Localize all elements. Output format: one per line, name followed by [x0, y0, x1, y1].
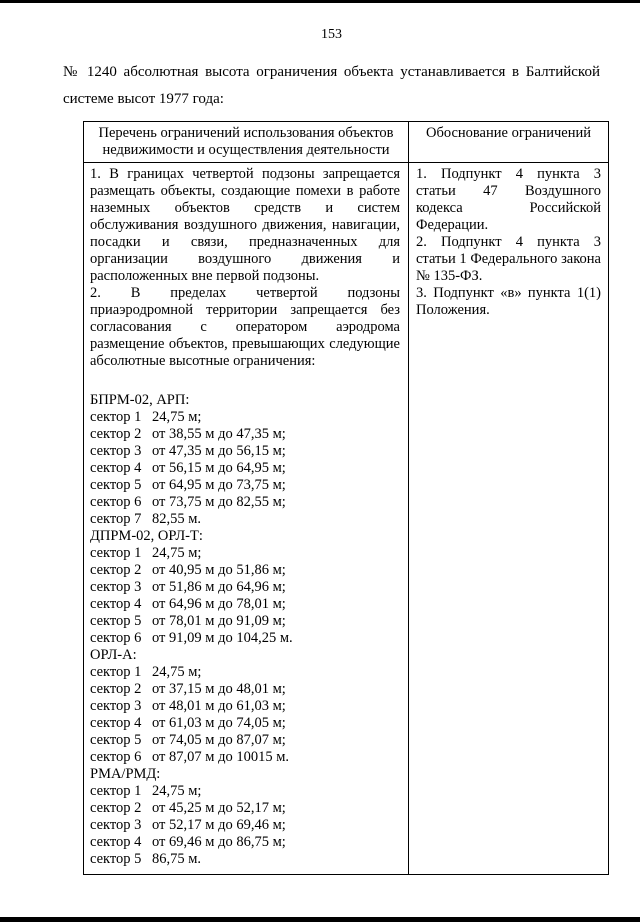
- sector-label: сектор 4: [90, 834, 142, 850]
- justification-item: 1. Подпункт 4 пункта 3 статьи 47 Воздушного кодекса Российской Федерации.: [416, 166, 601, 233]
- justification-item: 3. Подпункт «в» пункта 1(1) Положения.: [416, 285, 601, 318]
- sector-label: сектор 4: [90, 715, 142, 731]
- sector-label: сектор 6: [90, 630, 142, 646]
- sector-value: от 74,05 м до 87,07 м;: [152, 732, 286, 748]
- sector-row: [90, 562, 400, 579]
- sector-row: [90, 477, 400, 494]
- table-body-row: [84, 163, 609, 875]
- sector-row: [90, 664, 400, 681]
- sector-groups: [90, 392, 400, 868]
- sector-label: сектор 1: [90, 783, 142, 799]
- sector-row: [90, 511, 400, 528]
- sector-label: сектор 4: [90, 596, 142, 612]
- sector-label: сектор 2: [90, 800, 142, 816]
- sector-label: сектор 5: [90, 613, 142, 629]
- sector-label: сектор 4: [90, 460, 142, 476]
- sector-group-title: ОРЛ-А:: [90, 647, 137, 663]
- sector-row: [90, 596, 400, 613]
- scan-artifact-bottom: [0, 917, 640, 922]
- table-header-row: [84, 122, 609, 163]
- page-content: [63, 0, 600, 875]
- sector-label: сектор 2: [90, 681, 142, 697]
- sector-value: от 38,55 м до 47,35 м;: [152, 426, 286, 442]
- sector-label: сектор 3: [90, 817, 142, 833]
- sector-row: [90, 681, 400, 698]
- intro-paragraph: № 1240 абсолютная высота ограничения объекта устанавливается в Балтийской системе высот 1977 года:: [63, 64, 600, 107]
- sector-row: [90, 851, 400, 868]
- sector-row: [90, 494, 400, 511]
- sector-group-title: БПРМ-02, АРП:: [90, 392, 190, 408]
- sector-row: [90, 613, 400, 630]
- sector-row: [90, 698, 400, 715]
- sector-value: от 40,95 м до 51,86 м;: [152, 562, 286, 578]
- restriction-paragraph-2: 2. В пределах четвертой подзоны приаэродромной территории запрещается без согласования с оператором аэродрома размещение объектов, превышающих следующие абсолютные высотные ограничения:: [90, 285, 400, 369]
- table-header-justification: Обоснование ограничений: [409, 122, 609, 163]
- sector-value: 82,55 м.: [152, 511, 202, 527]
- sector-row: [90, 732, 400, 749]
- sector-value: от 47,35 м до 56,15 м;: [152, 443, 286, 459]
- sector-label: сектор 3: [90, 443, 142, 459]
- sector-value: от 78,01 м до 91,09 м;: [152, 613, 286, 629]
- sector-label: сектор 1: [90, 409, 142, 425]
- page-number: 153: [321, 27, 342, 42]
- sector-row: [90, 800, 400, 817]
- sector-row: [90, 783, 400, 800]
- sector-row: [90, 834, 400, 851]
- sector-label: сектор 6: [90, 749, 142, 765]
- sector-value: от 61,03 м до 74,05 м;: [152, 715, 286, 731]
- sector-label: сектор 5: [90, 732, 142, 748]
- sector-value: от 64,95 м до 73,75 м;: [152, 477, 286, 493]
- restrictions-cell: [84, 163, 409, 875]
- sector-value: 24,75 м;: [152, 783, 202, 799]
- sector-value: от 69,46 м до 86,75 м;: [152, 834, 286, 850]
- sector-label: сектор 1: [90, 545, 142, 561]
- sector-row: [90, 443, 400, 460]
- sector-row: [90, 545, 400, 562]
- sector-label: сектор 7: [90, 511, 142, 527]
- sector-value: от 52,17 м до 69,46 м;: [152, 817, 286, 833]
- justification-list: [416, 166, 601, 319]
- sector-label: сектор 6: [90, 494, 142, 510]
- sector-label: сектор 2: [90, 426, 142, 442]
- sector-value: от 56,15 м до 64,95 м;: [152, 460, 286, 476]
- sector-value: от 37,15 м до 48,01 м;: [152, 681, 286, 697]
- sector-row: [90, 630, 400, 647]
- sector-value: от 91,09 м до 104,25 м.: [152, 630, 293, 646]
- sector-value: 24,75 м;: [152, 409, 202, 425]
- sector-value: 24,75 м;: [152, 545, 202, 561]
- sector-label: сектор 5: [90, 851, 142, 867]
- sector-row: [90, 749, 400, 766]
- sector-label: сектор 2: [90, 562, 142, 578]
- sector-label: сектор 1: [90, 664, 142, 680]
- sector-row: [90, 426, 400, 443]
- justification-item: 2. Подпункт 4 пункта 3 статьи 1 Федерального закона № 135-ФЗ.: [416, 234, 601, 284]
- sector-row: [90, 715, 400, 732]
- sector-value: от 64,96 м до 78,01 м;: [152, 596, 286, 612]
- restrictions-table: [83, 121, 609, 875]
- sector-value: от 48,01 м до 61,03 м;: [152, 698, 286, 714]
- sector-value: от 45,25 м до 52,17 м;: [152, 800, 286, 816]
- sector-label: сектор 3: [90, 579, 142, 595]
- sector-row: [90, 579, 400, 596]
- sector-value: от 87,07 м до 10015 м.: [152, 749, 289, 765]
- justification-cell: [409, 163, 609, 875]
- restriction-paragraph-1: 1. В границах четвертой подзоны запрещается размещать объекты, создающие помехи в работе наземных объектов средств и систем обслуживания воздушного движения, навигации, посадки и связи, предназначенных для организации воздушного движения и расположенных вне первой подзоны.: [90, 166, 400, 284]
- sector-group-title: ДПРМ-02, ОРЛ-Т:: [90, 528, 203, 544]
- sector-row: [90, 409, 400, 426]
- sector-value: 86,75 м.: [152, 851, 202, 867]
- table-header-restrictions: Перечень ограничений использования объектов недвижимости и осуществления деятельности: [84, 122, 409, 163]
- sector-label: сектор 3: [90, 698, 142, 714]
- blank-line: [90, 370, 400, 392]
- sector-value: 24,75 м;: [152, 664, 202, 680]
- sector-group-title: РМА/РМД:: [90, 766, 161, 782]
- sector-row: [90, 817, 400, 834]
- sector-value: от 73,75 м до 82,55 м;: [152, 494, 286, 510]
- sector-value: от 51,86 м до 64,96 м;: [152, 579, 286, 595]
- sector-row: [90, 460, 400, 477]
- sector-label: сектор 5: [90, 477, 142, 493]
